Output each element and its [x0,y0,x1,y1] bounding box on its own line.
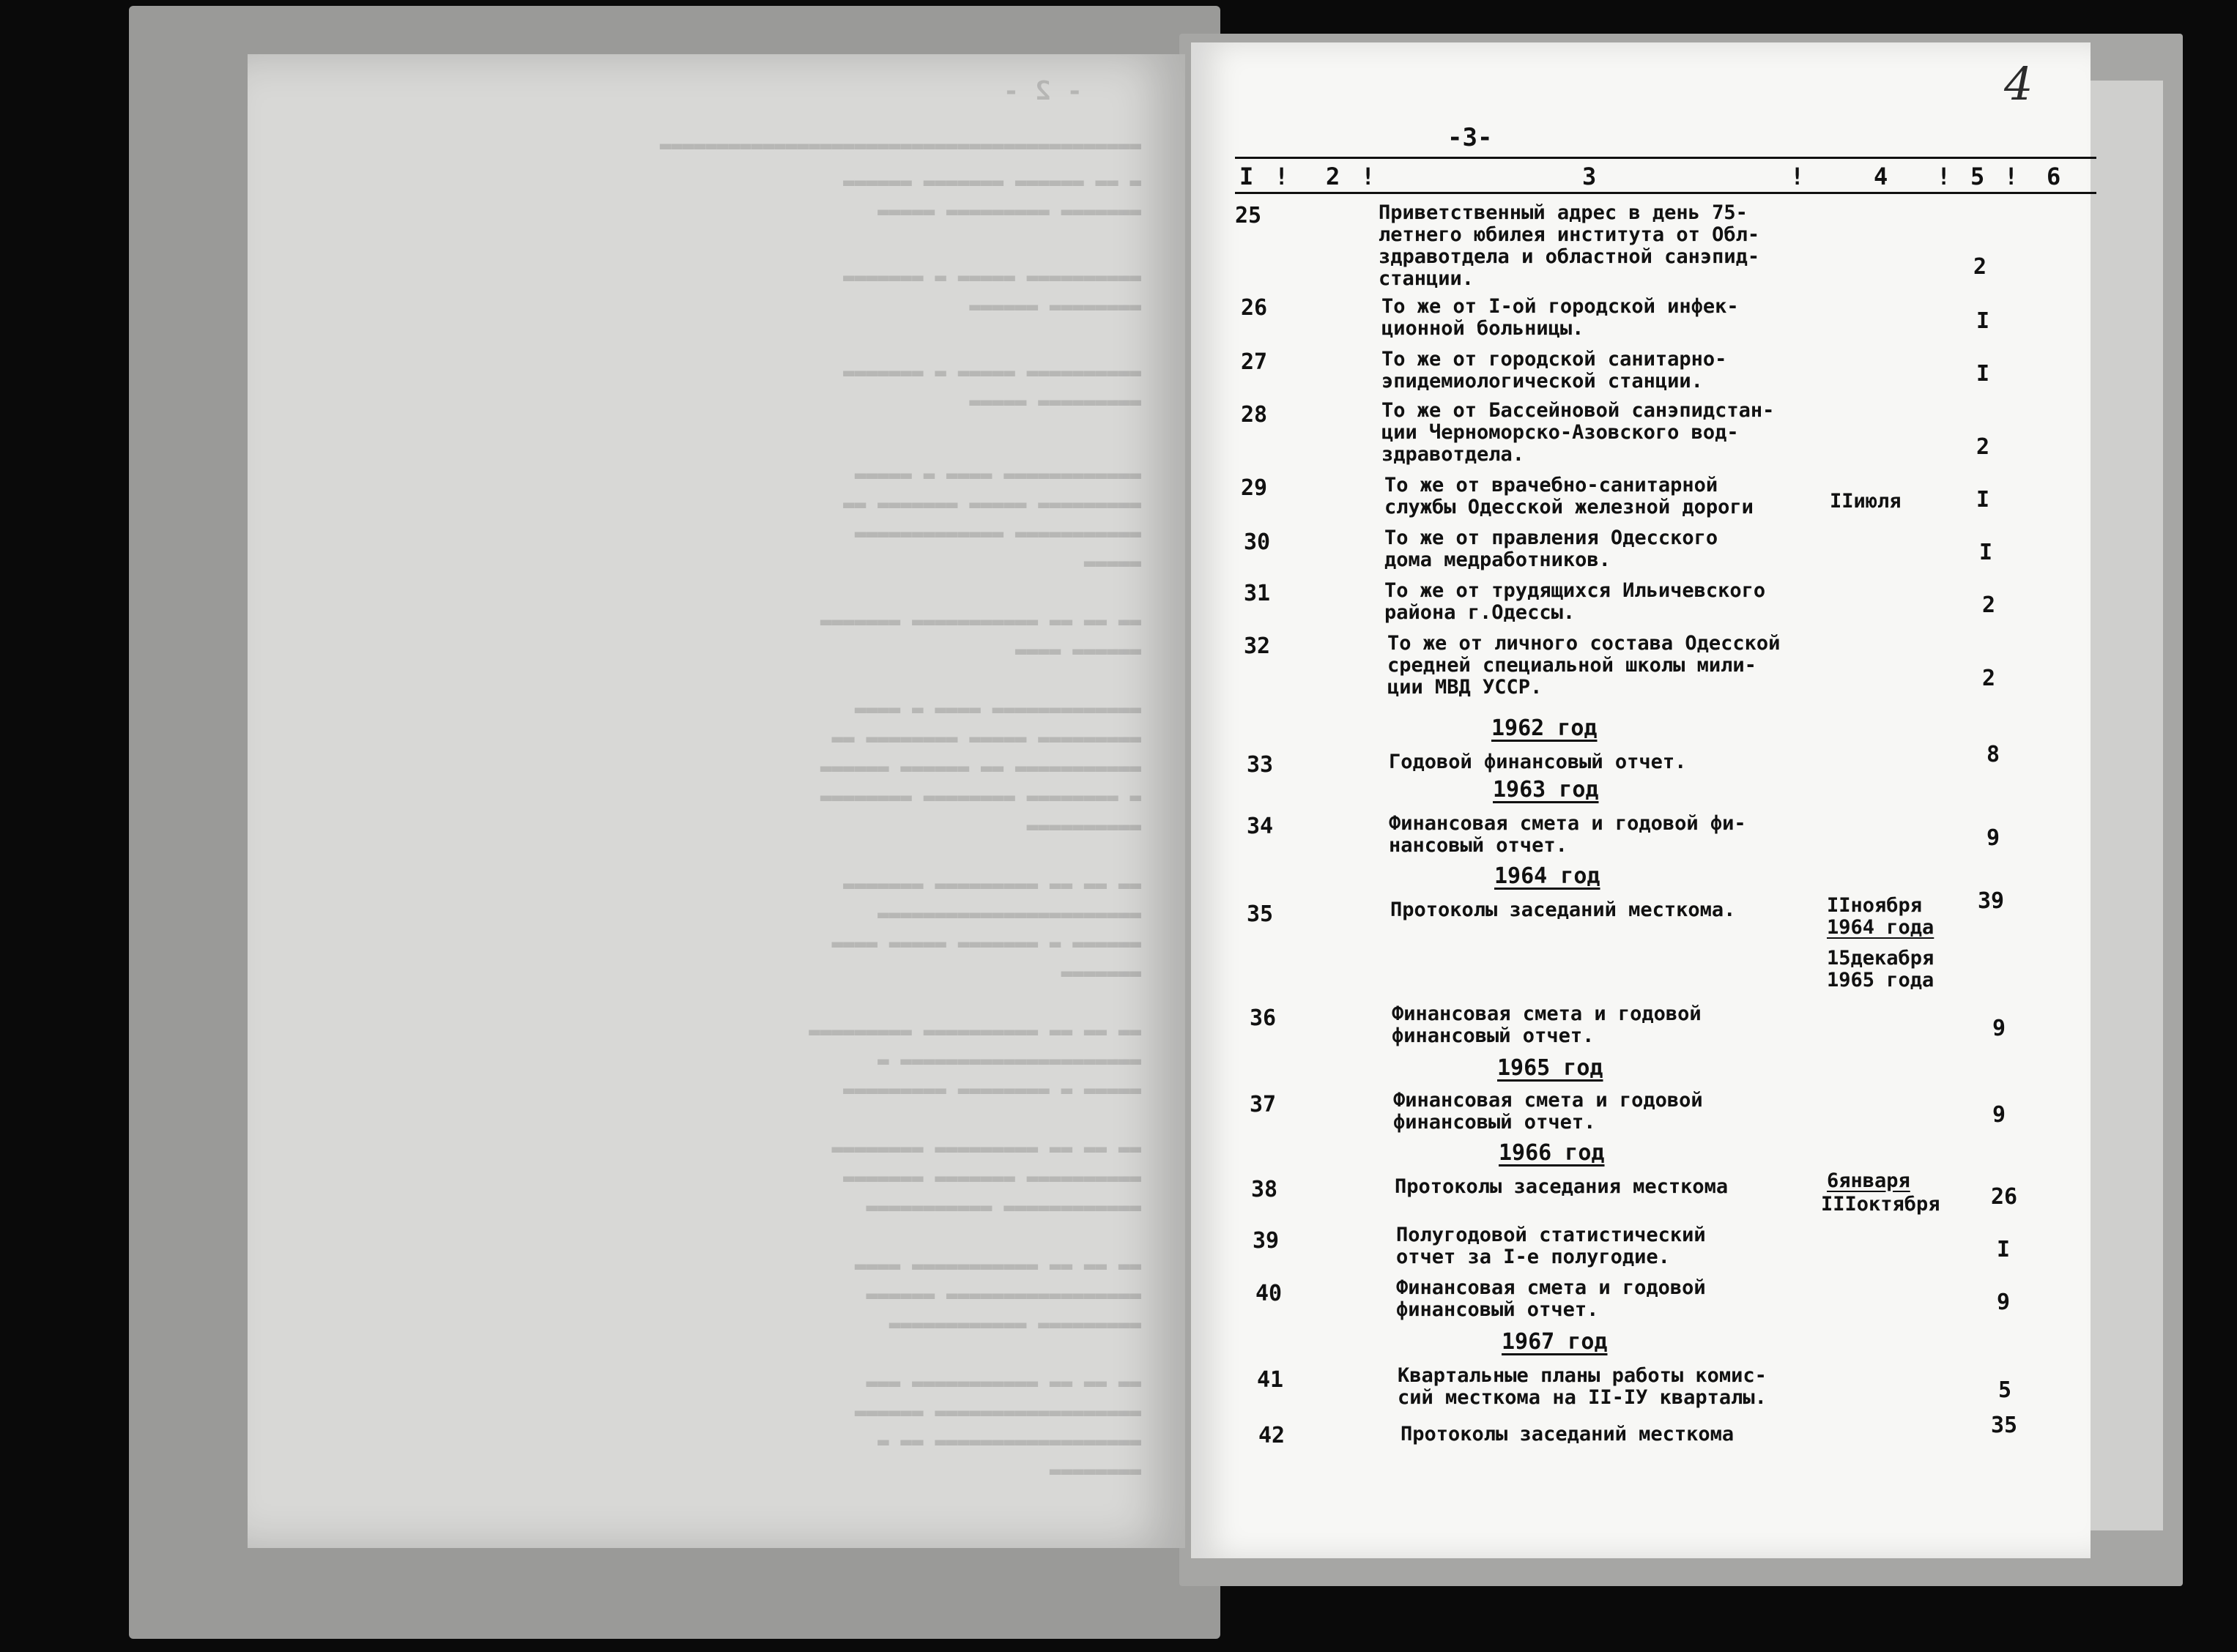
year-heading: 1962 год [1491,715,1598,741]
row-number: 27 [1241,349,1268,375]
row-date: 1964 года [1827,916,1934,939]
row-number: 31 [1244,581,1271,606]
row-title-line: Финансовая смета и годовой [1392,1002,1702,1025]
row-date: 1965 года [1827,969,1934,991]
year-heading: 1967 год [1502,1329,1608,1355]
year-heading: 1963 год [1493,777,1599,803]
row-date: 6января [1827,1169,1910,1192]
row-title-line: То же от I-ой городской инфек- [1381,295,1739,318]
table-header-rule-bottom [1235,192,2096,194]
left-page-bleed-through: - 2 - ▬▬▬▬▬▬▬▬▬▬▬▬▬▬▬▬▬▬▬▬▬▬▬▬▬▬▬▬▬▬▬▬▬▬▬▬▬▬▬▬▬▬ ▬ ▬▬ ▬▬▬▬▬▬ ▬▬▬▬▬▬▬ ▬▬▬▬▬▬ ▬▬▬▬▬▬▬ ▬▬▬▬▬▬▬▬▬ ▬▬▬▬▬ ▬▬▬▬▬▬▬▬▬▬ ▬▬▬▬▬ ▬ ▬▬▬▬▬▬▬ ▬▬▬▬▬▬▬▬ ▬▬▬▬▬▬ ▬▬▬▬▬▬▬▬▬▬ ▬▬▬▬▬ ▬ ▬▬▬▬▬▬▬ ▬▬▬▬▬▬▬▬▬ ▬▬▬▬▬ ▬▬▬▬▬▬▬▬▬▬▬▬ ▬▬▬▬ ▬ ▬▬▬▬▬ ▬▬▬▬▬▬▬▬▬ ▬▬▬▬▬ ▬▬▬▬▬▬▬ ▬▬ ▬▬▬▬▬▬▬▬▬▬▬ ▬▬▬▬▬▬▬▬▬▬▬▬▬ ▬▬▬▬▬ ▬▬ ▬▬ ▬▬ ▬▬▬▬▬▬▬▬▬▬▬ ▬▬▬▬▬▬▬ ▬▬▬▬▬▬ ▬▬▬▬ ▬▬▬▬▬▬▬▬▬▬▬▬▬ ▬▬▬▬ ▬ ▬▬▬▬ ▬▬▬▬▬▬▬▬▬ ▬▬▬▬▬ ▬▬▬▬▬▬▬▬ ▬▬ ▬▬▬▬▬▬▬▬▬▬▬ ▬▬ ▬▬▬▬▬▬ ▬▬▬▬▬▬ ▬ ▬▬▬▬▬▬▬▬ ▬▬▬▬▬▬▬▬ ▬▬▬▬▬▬▬▬ ▬▬▬▬▬▬▬▬▬▬ ▬▬ ▬▬ ▬▬ ▬▬▬▬▬▬▬▬▬ ▬▬▬▬▬▬▬ ▬▬▬▬▬▬▬▬▬▬▬▬▬▬▬▬▬▬▬▬▬▬▬ ▬▬▬▬▬▬ ▬ ▬▬▬▬▬▬▬ ▬▬▬▬▬ ▬▬▬▬ ▬▬▬▬▬▬▬ ▬▬ ▬▬ ▬▬ ▬▬▬▬▬▬▬▬▬▬ ▬▬▬▬▬▬▬▬▬ ▬▬▬▬▬▬▬▬▬▬▬▬▬▬▬▬▬▬▬▬▬ ▬ ▬▬▬▬▬ ▬ ▬▬▬▬▬▬▬▬ ▬▬▬▬▬▬▬▬▬ ▬▬ ▬▬ ▬▬ ▬▬▬▬▬▬▬▬▬ ▬▬▬▬▬▬▬▬ ▬▬▬▬▬▬▬▬▬▬ ▬▬▬▬▬▬▬ ▬▬▬▬▬▬▬ ▬▬▬▬▬▬▬▬▬▬▬▬ ▬▬▬▬▬▬▬▬▬▬▬ ▬▬ ▬▬ ▬▬ ▬▬▬▬▬▬▬▬▬▬▬ ▬▬▬▬ ▬▬▬▬▬▬▬▬▬▬▬▬▬▬▬▬▬ ▬▬▬▬▬▬ ▬▬▬▬▬▬▬▬▬ ▬▬▬▬▬▬▬▬▬▬▬▬ ▬▬ ▬▬ ▬▬ ▬▬▬▬▬▬▬▬▬▬▬ ▬▬▬ ▬▬▬▬▬▬▬▬▬▬▬▬▬▬▬▬▬▬ ▬▬▬▬▬▬ ▬▬▬▬▬▬▬▬▬▬▬▬▬▬▬▬▬▬ ▬▬ ▬ ▬▬▬▬▬▬▬▬ [659,76,1141,1482]
row-date: IIIоктября [1821,1193,1940,1216]
row-title-line: То же от городской санитарно- [1381,348,1727,371]
row-number: 29 [1241,475,1268,501]
col-sep: ! [1790,163,1805,190]
row-number: 26 [1241,295,1268,321]
row-number: 30 [1244,529,1271,555]
row-number: 32 [1244,633,1271,659]
row-number: 25 [1235,203,1262,228]
row-number: 28 [1241,402,1268,428]
year-heading: 1964 год [1494,863,1600,889]
row-title-line: средней специальной школы мили- [1387,654,1756,677]
row-title-line: Полугодовой статистический [1396,1224,1706,1246]
row-title-line: района г.Одессы. [1384,601,1576,624]
row-number: 42 [1258,1423,1286,1448]
row-number: 41 [1257,1367,1284,1393]
row-sheet-count: 2 [1973,254,1987,280]
row-number: 38 [1251,1177,1278,1202]
archive-folio-mark: 4 [2004,57,2033,111]
row-title-line: То же от правления Одесского [1384,527,1718,549]
row-title-line: Годовой финансовый отчет. [1389,751,1687,773]
row-number: 34 [1247,814,1274,839]
row-title-line: Квартальные планы работы комис- [1398,1364,1767,1387]
row-title-line: Протоколы заседания месткома [1395,1175,1729,1198]
year-heading: 1966 год [1499,1140,1605,1166]
row-title-line: Финансовая смета и годовой [1393,1089,1703,1112]
row-sheet-count: I [1976,487,1990,513]
row-title-line: здравотдела и областной санэпид- [1379,245,1760,268]
row-sheet-count: I [1976,361,1990,387]
row-sheet-count: 8 [1986,742,2000,767]
row-title-line: Протоколы заседаний месткома [1401,1423,1735,1446]
row-title-line: здравотдела. [1381,443,1525,466]
col-sep: ! [1361,163,1376,190]
row-sheet-count: 2 [1982,592,1996,618]
row-title-line: станции. [1379,267,1474,290]
row-sheet-count: 2 [1982,666,1996,691]
page-number: -3- [1447,123,1493,152]
right-page [1191,42,2091,1558]
row-sheet-count: 26 [1991,1184,2018,1210]
row-number: 35 [1247,901,1274,927]
row-title-line: То же от врачебно-санитарной [1384,474,1718,496]
row-title-line: службы Одесской железной дороги [1384,496,1754,518]
row-title-line: нансовый отчет. [1389,834,1568,857]
row-sheet-count: I [1976,308,1990,334]
row-sheet-count: 9 [1992,1102,2006,1128]
row-title-line: То же от Бассейновой санэпидстан- [1381,399,1775,422]
row-date: IIиюля [1830,490,1902,513]
row-title-line: Приветственный адрес в день 75- [1379,201,1748,224]
row-sheet-count: 5 [1998,1377,2012,1403]
table-header-rule-top [1235,157,2096,159]
row-sheet-count: 9 [1986,825,2000,851]
row-title-line: финансовый отчет. [1392,1024,1595,1047]
col-sep: ! [1275,163,1289,190]
row-sheet-count: 9 [1992,1016,2006,1041]
row-number: 37 [1250,1092,1277,1117]
row-title-line: ции Черноморско-Азовского вод- [1381,421,1739,444]
row-title-line: Финансовая смета и годовой [1396,1276,1706,1299]
row-sheet-count: 9 [1997,1290,2011,1315]
row-title-line: ционной больницы. [1381,317,1584,340]
row-title-line: финансовый отчет. [1396,1298,1599,1321]
col-header-3: 3 [1582,163,1597,190]
row-title-line: эпидемиологической станции. [1381,370,1703,392]
year-heading: 1965 год [1497,1055,1603,1081]
col-header-6: 6 [2047,163,2061,190]
row-sheet-count: I [1979,540,1993,565]
row-date: 15декабря [1827,947,1934,970]
row-number: 40 [1255,1281,1283,1306]
col-header-2: 2 [1326,163,1340,190]
row-title-line: Финансовая смета и годовой фи- [1389,812,1746,835]
row-date: IIноября [1827,894,1923,917]
row-number: 39 [1253,1228,1280,1254]
row-sheet-count: I [1997,1237,2011,1262]
left-page [248,54,1185,1548]
row-title-line: сий месткома на II-IУ кварталы. [1398,1386,1767,1409]
row-title-line: финансовый отчет. [1393,1111,1596,1134]
row-title-line: отчет за I-е полугодие. [1396,1246,1670,1268]
row-title-line: летнего юбилея института от Обл- [1379,223,1760,246]
row-sheet-count: 39 [1978,888,2005,914]
col-header-4: 4 [1874,163,1888,190]
col-header-5: 5 [1970,163,1985,190]
row-title-line: То же от личного состава Одесской [1387,632,1781,655]
row-title-line: Протоколы заседаний месткома. [1390,898,1736,921]
col-sep: ! [1937,163,1951,190]
row-sheet-count: 2 [1976,434,1990,460]
col-sep: ! [2004,163,2019,190]
row-title-line: дома медработников. [1384,548,1611,571]
row-title-line: То же от трудящихся Ильичевского [1384,579,1766,602]
col-header-1: I [1239,163,1254,190]
row-title-line: ции МВД УССР. [1387,676,1543,699]
row-number: 33 [1247,752,1274,778]
row-number: 36 [1250,1005,1277,1031]
row-sheet-count: 35 [1991,1413,2018,1438]
